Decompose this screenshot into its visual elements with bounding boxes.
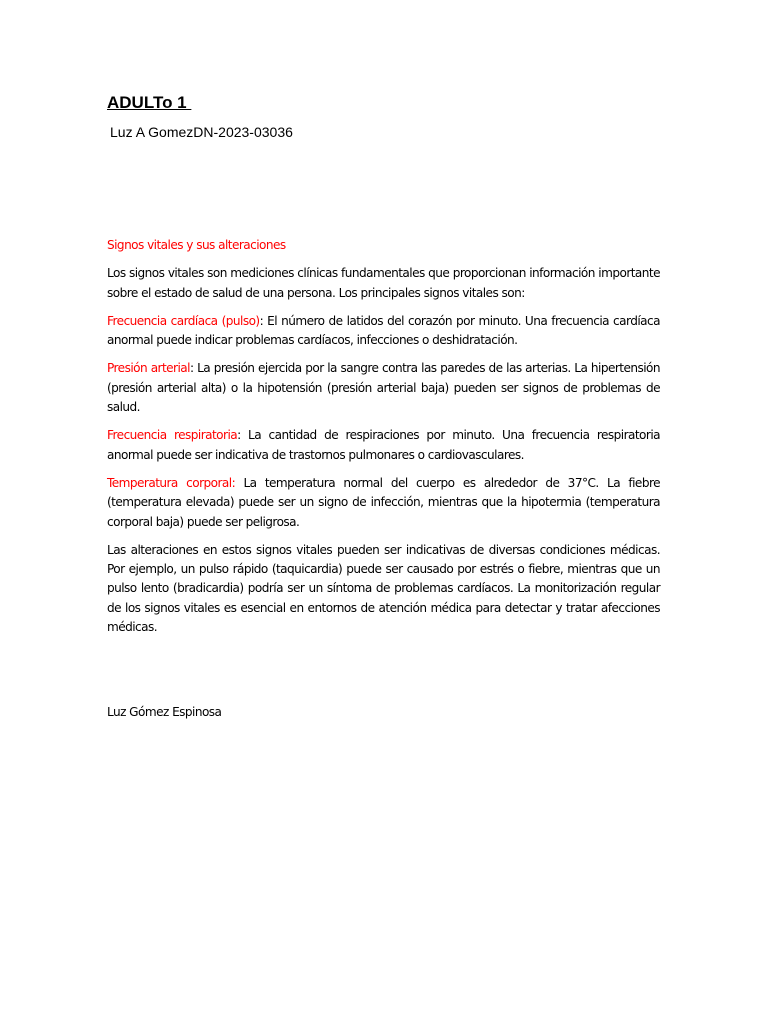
vital-sign-term: Presión arterial <box>107 361 190 376</box>
vital-sign-description: : La cantidad de respiraciones por minuto. Una frecuencia respiratoria anormal puede ser indicativa de trastornos pulmonares o cardiovasculares. <box>107 428 660 462</box>
section-heading: Signos vitales y sus alteraciones <box>107 238 286 252</box>
document-body <box>107 236 660 646</box>
vital-sign-item-respiratory-rate <box>107 426 660 465</box>
vital-sign-item-blood-pressure <box>107 359 660 417</box>
vital-sign-description: : El número de latidos del corazón por minuto. Una frecuencia cardíaca anormal puede indicar problemas cardíacos, infecciones o deshidratación. <box>107 313 660 348</box>
vital-sign-description: La temperatura normal del cuerpo es alrededor de 37°C. La fiebre (temperatura elevada) puede ser un signo de infección, mientras que la hipotermia (temperatura corporal baja) puede ser peligrosa. <box>107 475 660 529</box>
vital-sign-term: Frecuencia cardíaca (pulso) <box>107 313 260 328</box>
vital-sign-item-heart-rate <box>107 312 660 351</box>
conclusion-paragraph: Las alteraciones en estos signos vitales pueden ser indicativas de diversas condiciones médicas. Por ejemplo, un pulso rápido (taquicardia) puede ser causado por estrés o fiebre, mientras que un pulso lento (bradicardia) podría ser un síntoma de problemas cardíacos. La monitorización regular de los signos vitales es esencial en entornos de atención médica para detectar y tratar afecciones médicas. <box>107 542 660 635</box>
vital-sign-term: Frecuencia respiratoria <box>107 428 238 443</box>
intro-paragraph: Los signos vitales son mediciones clínicas fundamentales que proporcionan información importante sobre el estado de salud de una persona. Los principales signos vitales son: <box>107 266 660 300</box>
document-title: ADULTo 1 <box>107 93 192 112</box>
document-subtitle: Luz A GomezDN-2023-03036 <box>110 124 293 140</box>
vital-sign-description: : La presión ejercida por la sangre contra las paredes de las arterias. La hipertensión (presión arterial alta) o la hipotensión (presión arterial baja) pueden ser signos de problemas de salud. <box>107 361 660 415</box>
vital-sign-item-body-temperature <box>107 474 660 532</box>
signature: Luz Gómez Espinosa <box>107 705 222 719</box>
vital-sign-term: Temperatura corporal: <box>107 475 236 490</box>
